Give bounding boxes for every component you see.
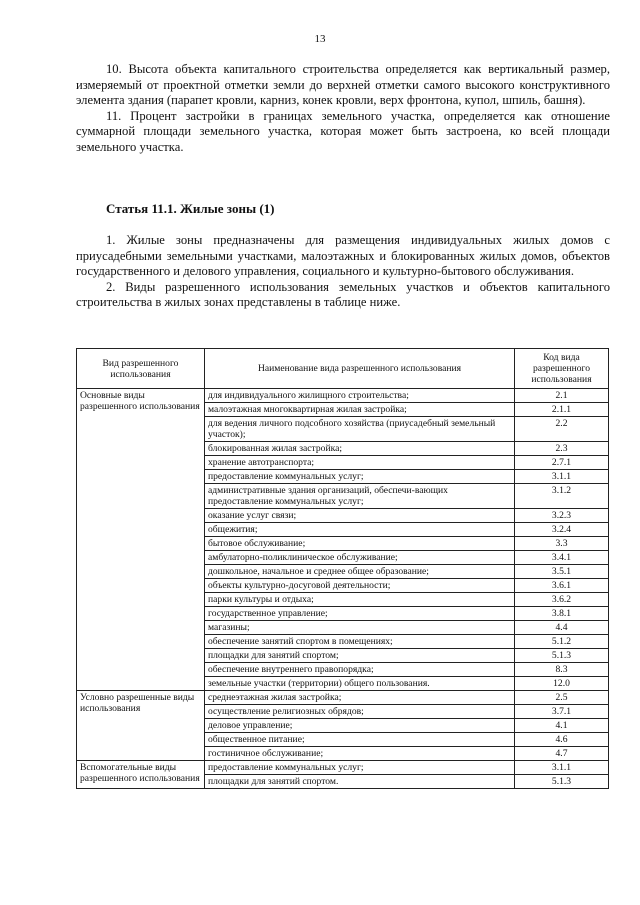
use-name-cell: парки культуры и отдыха; bbox=[205, 593, 515, 607]
use-code-cell: 12.0 bbox=[515, 677, 609, 691]
use-code-cell: 3.1.2 bbox=[515, 484, 609, 509]
use-name-cell: обеспечение занятий спортом в помещениях; bbox=[205, 635, 515, 649]
use-code-cell: 8.3 bbox=[515, 663, 609, 677]
paragraph-10: 10. Высота объекта капитального строительства определяется как вертикальный размер, измеряемый от проектной отметки земли до верхней отметки самого высокого конструктивного элемента здания (парапет кровли, карниз, конек кровли, верх фронтона, купол, шпиль, башня). bbox=[76, 62, 610, 108]
table-row bbox=[77, 389, 609, 403]
use-code-cell: 5.1.3 bbox=[515, 649, 609, 663]
article-paragraphs bbox=[76, 233, 610, 311]
use-code-cell: 4.1 bbox=[515, 719, 609, 733]
use-code-cell: 4.6 bbox=[515, 733, 609, 747]
use-code-cell: 2.2 bbox=[515, 417, 609, 442]
group-label: Основные виды разрешенного использования bbox=[77, 389, 205, 691]
header-type: Вид разрешенного использования bbox=[77, 349, 205, 389]
use-code-cell: 2.1 bbox=[515, 389, 609, 403]
use-code-cell: 2.3 bbox=[515, 442, 609, 456]
use-name-cell: магазины; bbox=[205, 621, 515, 635]
use-name-cell: административные здания организаций, обеспечи-вающих предоставление коммунальных услуг; bbox=[205, 484, 515, 509]
use-code-cell: 2.1.1 bbox=[515, 403, 609, 417]
use-code-cell: 4.7 bbox=[515, 747, 609, 761]
use-name-cell: среднеэтажная жилая застройка; bbox=[205, 691, 515, 705]
use-code-cell: 4.4 bbox=[515, 621, 609, 635]
use-name-cell: гостиничное обслуживание; bbox=[205, 747, 515, 761]
use-name-cell: общественное питание; bbox=[205, 733, 515, 747]
table-header-row bbox=[77, 349, 609, 389]
use-code-cell: 3.1.1 bbox=[515, 761, 609, 775]
use-code-cell: 3.1.1 bbox=[515, 470, 609, 484]
use-name-cell: дошкольное, начальное и среднее общее образование; bbox=[205, 565, 515, 579]
use-code-cell: 2.7.1 bbox=[515, 456, 609, 470]
use-name-cell: земельные участки (территории) общего пользования. bbox=[205, 677, 515, 691]
use-code-cell: 5.1.3 bbox=[515, 775, 609, 789]
use-name-cell: хранение автотранспорта; bbox=[205, 456, 515, 470]
use-code-cell: 3.7.1 bbox=[515, 705, 609, 719]
use-name-cell: малоэтажная многоквартирная жилая застройка; bbox=[205, 403, 515, 417]
use-name-cell: государственное управление; bbox=[205, 607, 515, 621]
header-code: Код вида разрешенного использования bbox=[515, 349, 609, 389]
use-name-cell: площадки для занятий спортом. bbox=[205, 775, 515, 789]
use-name-cell: обеспечение внутреннего правопорядка; bbox=[205, 663, 515, 677]
use-name-cell: блокированная жилая застройка; bbox=[205, 442, 515, 456]
use-name-cell: для ведения личного подсобного хозяйства (приусадебный земельный участок); bbox=[205, 417, 515, 442]
use-code-cell: 3.2.3 bbox=[515, 509, 609, 523]
use-name-cell: площадки для занятий спортом; bbox=[205, 649, 515, 663]
use-code-cell: 3.6.1 bbox=[515, 579, 609, 593]
use-code-cell: 2.5 bbox=[515, 691, 609, 705]
table-row bbox=[77, 761, 609, 775]
use-name-cell: общежития; bbox=[205, 523, 515, 537]
paragraph-11: 11. Процент застройки в границах земельного участка, определяется как отношение суммарной площади земельного участка, которая может быть застроена, ко всей площади земельного участка. bbox=[76, 108, 610, 154]
use-name-cell: деловое управление; bbox=[205, 719, 515, 733]
use-name-cell: амбулаторно-поликлиническое обслуживание; bbox=[205, 551, 515, 565]
page-number: 13 bbox=[314, 33, 326, 45]
use-name-cell: бытовое обслуживание; bbox=[205, 537, 515, 551]
use-name-cell: оказание услуг связи; bbox=[205, 509, 515, 523]
paragraph-2: 2. Виды разрешенного использования земельных участков и объектов капитального строительства в жилых зонах представлены в таблице ниже. bbox=[76, 279, 610, 310]
table-body bbox=[77, 389, 609, 789]
land-use-table bbox=[76, 348, 609, 789]
group-label: Вспомогательные виды разрешенного использования bbox=[77, 761, 205, 789]
use-code-cell: 3.8.1 bbox=[515, 607, 609, 621]
use-name-cell: объекты культурно-досуговой деятельности; bbox=[205, 579, 515, 593]
table-row bbox=[77, 691, 609, 705]
use-code-cell: 3.6.2 bbox=[515, 593, 609, 607]
group-label: Условно разрешенные виды использования bbox=[77, 691, 205, 761]
use-code-cell: 3.5.1 bbox=[515, 565, 609, 579]
use-name-cell: предоставление коммунальных услуг; bbox=[205, 761, 515, 775]
use-name-cell: для индивидуального жилищного строительства; bbox=[205, 389, 515, 403]
use-code-cell: 3.2.4 bbox=[515, 523, 609, 537]
intro-paragraphs bbox=[76, 62, 610, 156]
use-code-cell: 3.3 bbox=[515, 537, 609, 551]
use-code-cell: 5.1.2 bbox=[515, 635, 609, 649]
header-name: Наименование вида разрешенного использования bbox=[205, 349, 515, 389]
paragraph-1: 1. Жилые зоны предназначены для размещения индивидуальных жилых домов с приусадебными земельными участками, малоэтажных и блокированных жилых домов, объектов государственного и делового управления, социального и культурно-бытового обслуживания. bbox=[76, 233, 610, 279]
use-name-cell: осуществление религиозных обрядов; bbox=[205, 705, 515, 719]
use-name-cell: предоставление коммунальных услуг; bbox=[205, 470, 515, 484]
article-heading: Статья 11.1. Жилые зоны (1) bbox=[106, 201, 275, 216]
use-code-cell: 3.4.1 bbox=[515, 551, 609, 565]
